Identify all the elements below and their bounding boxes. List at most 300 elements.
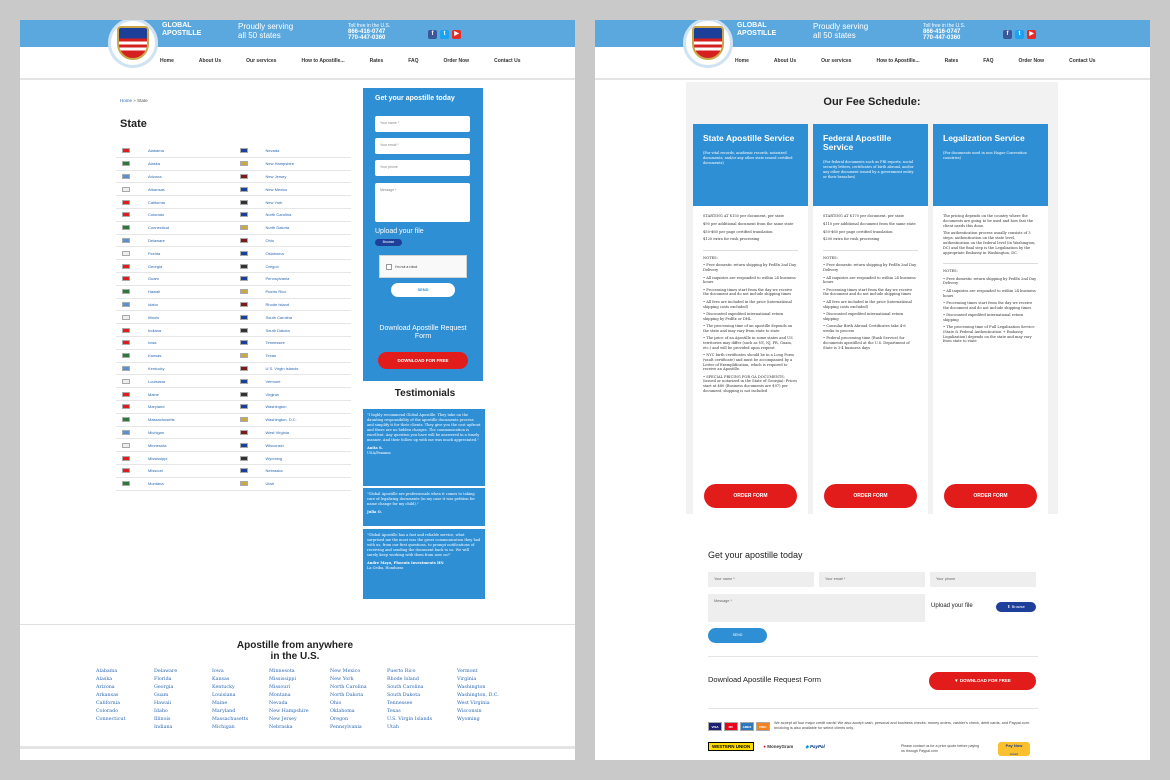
phone-input[interactable]: Your phone [930,572,1036,587]
state-row [116,183,351,196]
footer-state-link[interactable]: Georgia [154,685,174,690]
state-flag-icon [240,302,248,307]
state-link[interactable]: Hawaii [148,289,161,295]
browse-button[interactable]: Browse [375,239,402,246]
phone-block [923,23,993,41]
phone-local[interactable]: 770-447-0360 [348,35,386,41]
state-row [116,311,351,324]
state-flag-icon [240,315,248,320]
footer-state-link[interactable]: Arizona [96,685,115,690]
state-flag-icon [122,443,130,448]
facebook-icon[interactable]: f [428,30,437,39]
state-link[interactable]: Ohio [265,237,274,243]
browse-button[interactable] [996,602,1036,612]
footer-state-link[interactable]: Utah [387,725,399,730]
footer-state-link[interactable]: Indiana [154,725,173,730]
state-link[interactable]: Oklahoma [265,250,284,256]
footer-state-link[interactable]: South Carolina [387,685,424,690]
fee-note-text: All fees are included in the price (international shipping costs excluded) [823,299,912,309]
fee-note: • Processing times start from the day we receive the document and do not include shipping times [823,287,913,297]
footer-state-link[interactable]: New Mexico [330,669,361,674]
state-link[interactable]: Kentucky [148,365,165,371]
fee-note: • Discounted expedited international return shipping [943,312,1024,322]
footer-state-link[interactable]: Washington [457,685,486,690]
footer-state-link[interactable]: Massachusetts [212,717,249,722]
state-link[interactable]: New Mexico [265,186,288,192]
moneygram-label: MoneyGram [767,744,794,749]
footer-state-link[interactable]: Mississippi [269,677,297,682]
state-row [116,375,351,388]
fee-note-text: Free domestic return shipping by FedEx 2nd Day Delivery [823,263,917,273]
captcha-checkbox[interactable] [386,264,392,270]
footer-state-link[interactable]: Arkansas [96,693,119,698]
footer-state-link[interactable]: Puerto Rico [387,669,416,674]
state-link[interactable]: Delaware [148,237,165,243]
order-form-button[interactable]: ORDER FORM [704,484,797,508]
state-link[interactable]: Wyoming [265,455,283,461]
state-cell [234,379,352,384]
fee-note-text: All inquiries are responded to within 24 business hours [823,275,916,285]
state-cell [234,200,352,205]
state-cell [116,468,234,473]
fee-card-title: Federal Apostille Service [823,133,892,152]
phone-tollfree[interactable]: 866-416-0747 [923,29,961,35]
state-cell [234,251,352,256]
state-link[interactable]: Indiana [148,327,162,333]
name-input[interactable]: Your name * [375,116,470,132]
captcha-widget[interactable] [379,255,467,278]
testimonial-text: "I highly recommend Global Apostille. They take on the daunting responsibility of the apostille documents process and simplify it for their clients. They give you the cost upfront and there are no hidden charges. The communication is excellent. Any question you have will be answered in a timely manner. And their follow up with me was much appreciated." [367,413,481,442]
footer-state-link[interactable]: Delaware [154,669,178,674]
footer-state-link[interactable]: Tennessee [387,701,413,706]
footer-state-link[interactable]: Michigan [212,725,235,730]
footer-state-link[interactable]: Vermont [457,669,478,674]
fee-price-line: $90 per additional document from the same state [703,221,794,226]
phone-input[interactable]: Your phone [375,160,470,176]
testimonial-card [363,529,485,599]
fee-price-line: STARTING AT $170 per document, per state [823,214,905,218]
fee-note: • Processing times start from the day we receive the document and do not include shipping times [703,287,793,297]
footer-state-link[interactable]: Illinois [154,717,171,722]
state-row [116,324,351,337]
fee-notes [823,250,918,350]
youtube-icon[interactable]: ▶ [1027,30,1036,39]
state-link[interactable]: Illinois [148,314,160,320]
state-link[interactable]: New Jersey [265,173,287,179]
state-row [116,171,351,184]
state-cell [116,404,234,409]
brand-name[interactable] [737,22,787,38]
state-flag-icon [122,187,130,192]
fee-note: • Consular Birth Abroad Certificates take 4-6 weeks to process [823,323,906,333]
paynow-button[interactable] [998,742,1030,756]
state-link[interactable]: Virginia [265,391,279,397]
download-button[interactable]: DOWNLOAD FOR FREE [378,352,468,369]
state-flag-icon [240,161,248,166]
state-flag-icon [122,276,130,281]
state-cell [234,264,352,269]
state-cell [116,148,234,153]
state-row [116,478,351,491]
serving-line1: Proudly serving [813,22,869,31]
fee-note-text: All inquiries are responded to within 24 business hours [703,275,796,285]
state-link[interactable]: Alabama [148,148,164,154]
paypal-note: Please contact us for a price quote before paying us through Paypal.com [901,744,980,753]
state-cell [116,276,234,281]
browse-label: Browse [1011,604,1025,609]
fee-note: • All inquiries are responded to within 24 business hours [703,275,796,285]
youtube-icon[interactable]: ▶ [452,30,461,39]
twitter-icon[interactable]: t [1015,30,1024,39]
state-cell [234,481,352,486]
fee-note: • Free domestic return shipping by FedEx 2nd Day Delivery [943,276,1037,286]
tollfree-label: Toll free in the U.S. [923,23,966,29]
state-link[interactable]: Montana [148,481,164,487]
state-link[interactable]: U.S. Virgin Islands [265,365,299,371]
footer-state-link[interactable]: Kentucky [212,685,235,690]
fee-price-line: $50-$60 per page certified translation [703,229,773,234]
breadcrumb-separator: » [133,98,136,103]
fee-note-text: SPECIAL PRICING FOR GA DOCUMENTS: (issued or notarized in the State of Georgia): Prices start at $80 (Business documents are $97) per document, shipping is not included [703,374,798,394]
state-link[interactable]: Nevada [265,148,280,154]
footer-state-link[interactable]: West Virginia [457,701,490,706]
email-input[interactable]: Your email * [819,572,925,587]
phone-block [348,23,418,41]
message-input[interactable]: Message * [375,183,470,222]
footer-state-link[interactable]: Iowa [212,669,224,674]
footer-state-link[interactable]: Alaska [96,677,113,682]
serving-line2: all 50 states [813,31,856,40]
footer-state-link[interactable]: Alabama [96,669,118,674]
footer-state-link[interactable]: Ohio [330,701,342,706]
state-flag-icon [122,456,130,461]
state-link[interactable]: Michigan [148,429,165,435]
state-flag-icon [240,353,248,358]
footer-state-link[interactable]: Pennsylvania [330,725,362,730]
footer-state-link[interactable]: Washington, D.C. [457,693,499,698]
footer-state-link[interactable]: Colorado [96,709,119,714]
footer-state-link[interactable]: Wyoming [457,717,480,722]
state-row [116,350,351,363]
nav-about[interactable]: About Us [198,58,222,64]
testimonial-author: Anita S. [367,446,383,450]
footer-state-link[interactable]: North Dakota [330,693,364,698]
breadcrumb-current: State [137,98,148,103]
nav-about[interactable]: About Us [773,58,797,64]
notes-label: NOTES: [703,256,718,261]
nav-contact[interactable]: Contact Us [494,58,521,64]
nav-rates[interactable]: Rates [944,58,959,64]
state-link[interactable]: Tennessee [265,340,285,346]
state-link[interactable]: Vermont [265,378,281,384]
state-cell [234,417,352,422]
captcha-label: I'm not a robot [395,264,418,269]
footer-state-link[interactable]: Missouri [269,685,291,690]
state-flag-icon [240,404,248,409]
state-flag-icon [240,340,248,345]
testimonial-text: "Global Apostille has a fast and reliable service, what surprised me the most was the great communication they had with us, from our first questions, to prompt notifications of receiving and sending the document back to us. We will surely keep working with them from now on!" [367,533,481,557]
footer-state-link[interactable]: New Jersey [269,717,297,722]
nav-services[interactable]: Our services [246,58,277,64]
state-link[interactable]: Oregon [265,263,279,269]
fee-schedule-title: Our Fee Schedule: [823,96,921,108]
state-cell [234,212,352,217]
fee-note-text: Free domestic return shipping by FedEx 2nd Day Delivery [703,263,797,273]
state-flag-icon [240,456,248,461]
fee-note: • SPECIAL PRICING FOR GA DOCUMENTS: (issued or notarized in the State of Georgia): Prices start at $80 (Business documents are $97) per document, shipping is not included [703,374,798,394]
state-link[interactable]: Pennsylvania [265,276,290,282]
state-flag-icon [122,315,130,320]
paypal-label: PayPal [809,743,825,749]
state-cell [116,315,234,320]
footer-state-link[interactable]: North Carolina [330,685,367,690]
social-links [1003,30,1036,39]
footer-state-link[interactable]: Kansas [212,677,230,682]
fee-card-header [933,124,1048,206]
fee-card-title: State Apostille Service [703,133,795,143]
state-flag-icon [122,302,130,307]
state-link[interactable]: Georgia [148,263,163,269]
footer-state-link[interactable]: Connecticut [96,717,126,722]
email-input[interactable]: Your email * [375,138,470,154]
footer-state-link[interactable]: Nebraska [269,725,293,730]
breadcrumb-home[interactable]: Home [120,98,133,103]
state-row [116,145,351,158]
state-link[interactable]: New York [265,199,283,205]
state-cell [116,251,234,256]
state-cell [234,174,352,179]
state-link[interactable]: Louisiana [148,378,166,384]
footer-state-link[interactable]: Wisconsin [457,709,482,714]
order-form-button[interactable]: ORDER FORM [944,484,1037,508]
state-cell [116,366,234,371]
footer-state-link[interactable]: U.S. Virgin Islands [387,717,433,722]
state-flag-icon [122,404,130,409]
message-input[interactable]: Message * [708,594,925,622]
download-form-title: Download Apostille Request Form [379,325,467,340]
download-form-title: Download Apostille Request Form [708,675,821,684]
fee-note: • Free domestic return shipping by FedEx 2nd Day Delivery [703,263,797,273]
nav-rates[interactable]: Rates [369,58,384,64]
nav-order[interactable]: Order Now [443,58,470,64]
state-cell [116,417,234,422]
state-cell [234,238,352,243]
state-link[interactable]: West Virginia [265,429,289,435]
paynow-label: Pay Now [1005,743,1023,748]
state-cell [234,161,352,166]
fee-note-text: Discounted expedited international return shipping by FedEx or DHL [703,311,784,321]
accepted-cards [708,722,770,731]
nav-home[interactable]: Home [735,58,749,64]
state-link[interactable]: Iowa [148,340,157,346]
nav-contact[interactable]: Contact Us [1069,58,1096,64]
state-row [116,158,351,171]
state-link[interactable]: Colorado [148,212,165,218]
state-flag-icon [122,148,130,153]
notes-label: NOTES: [823,256,838,261]
state-link[interactable]: South Carolina [265,314,292,320]
footer-state-link[interactable]: Louisiana [212,693,236,698]
state-cell [234,302,352,307]
state-link[interactable]: Mississippi [148,455,168,461]
footer-state-column [212,668,269,732]
state-link[interactable]: Maine [148,391,159,397]
nav-order[interactable]: Order Now [1018,58,1045,64]
footer-state-link[interactable]: Montana [269,693,291,698]
state-cell [234,225,352,230]
state-link[interactable]: North Carolina [265,212,292,218]
download-button[interactable] [929,672,1036,690]
nav-how-to[interactable]: How to Apostille... [301,58,345,64]
fee-notes [703,250,798,394]
fee-card [933,124,1048,514]
footer-state-link[interactable]: Hawaii [154,701,172,706]
state-cell [116,289,234,294]
state-flag-icon [240,251,248,256]
state-link[interactable]: Arizona [148,173,162,179]
nav-how-to[interactable]: How to Apostille... [876,58,920,64]
state-flag-icon [122,264,130,269]
footer-state-link[interactable]: Texas [387,709,401,714]
footer-state-column [387,668,457,732]
footer-state-link[interactable]: California [96,701,121,706]
state-link[interactable]: Guam [148,276,159,282]
state-flag-icon [240,468,248,473]
nav-faq[interactable]: FAQ [408,58,419,64]
state-link[interactable]: California [148,199,165,205]
fee-note: • Free domestic return shipping by FedEx 2nd Day Delivery [823,263,917,273]
sidebar-title: Get your apostille today [375,95,455,102]
footer-state-link[interactable]: Nevada [269,701,288,706]
footer-state-link[interactable]: South Dakota [387,693,421,698]
fee-card [693,124,808,514]
fee-note: • The processing time of Full Legalization Service (State & Federal Authentication + Embassy Legalization) depends on the state and may vary from state to state [943,325,1035,344]
phone-local[interactable]: 770-447-0360 [923,35,961,41]
state-cell [116,187,234,192]
state-link[interactable]: Minnesota [148,442,167,448]
site-logo[interactable] [108,20,158,68]
state-link[interactable]: Massachusetts [148,417,175,423]
state-link[interactable]: Florida [148,250,161,256]
footer-state-link[interactable]: Minnesota [269,669,295,674]
phone-tollfree[interactable]: 866-416-0747 [348,29,386,35]
fee-card-subtitle: (For federal documents such as FBI reports, social security letters, certificates of birth abroad, and/or any other document issued by a government entity or their branches) [823,160,914,179]
footer-state-link[interactable]: New Hampshire [269,709,309,714]
state-link[interactable]: North Dakota [265,225,290,231]
footer-state-link[interactable]: Maryland [212,709,236,714]
footer-state-link[interactable]: Florida [154,677,172,682]
state-link[interactable]: Washington [265,404,287,410]
state-cell [116,161,234,166]
brand-name[interactable] [162,22,212,38]
send-button[interactable]: SEND [391,283,455,297]
state-link[interactable]: New Hampshire [265,161,294,167]
state-flag-icon [240,212,248,217]
state-link[interactable]: Puerto Rico [265,289,287,295]
state-link[interactable]: Rhode Island [265,301,290,307]
fee-page [595,20,1150,760]
state-link[interactable]: Texas [265,353,276,359]
upload-label: Upload your file [931,603,973,609]
fee-note-text: Discounted expedited international return shipping [943,312,1024,322]
section-divider [708,708,1038,709]
state-link[interactable]: Kansas [148,353,162,359]
nav-services[interactable]: Our services [821,58,852,64]
footer-state-column [96,668,154,732]
state-page [20,20,575,760]
section-divider [708,656,1038,657]
state-row [116,196,351,209]
state-link[interactable]: Idaho [148,301,159,307]
fee-card-body [933,206,1048,355]
footer-title-line2: in the U.S. [270,651,320,662]
fee-note-text: All fees are included in the price (international shipping costs excluded) [703,299,792,309]
mastercard-icon: MC [724,722,738,731]
footer-state-link[interactable]: Maine [212,701,228,706]
footer-state-link[interactable]: Rhode Island [387,677,419,682]
nav-faq[interactable]: FAQ [983,58,994,64]
state-cell [116,456,234,461]
fee-note-text: Federal processing time (Rush Service) for documents apostilled at the U.S. Department of State is 3-4 business days [823,336,910,350]
state-link[interactable]: Maryland [148,404,165,410]
state-flag-icon [122,251,130,256]
state-cell [234,366,352,371]
state-row [116,439,351,452]
state-link[interactable]: Missouri [148,468,163,474]
state-link[interactable]: Wisconsin [265,442,284,448]
state-link[interactable]: South Dakota [265,327,290,333]
state-link[interactable]: Connecticut [148,225,170,231]
state-link[interactable]: Arkansas [148,186,165,192]
name-input[interactable]: Your name * [708,572,814,587]
state-flag-icon [240,289,248,294]
state-link[interactable]: Nebraska [265,468,283,474]
contact-form-title: Get your apostille today [708,550,803,560]
footer-state-link[interactable]: Oklahoma [330,709,355,714]
fee-note: • All fees are included in the price (international shipping costs excluded) [823,299,912,309]
footer-state-link[interactable]: Oregon [330,717,349,722]
state-flag-icon [240,417,248,422]
nav-home[interactable]: Home [160,58,174,64]
twitter-icon[interactable]: t [440,30,449,39]
site-logo[interactable] [683,20,733,68]
state-link[interactable]: Alaska [148,161,161,167]
send-button[interactable]: SEND [708,628,767,643]
notes-label: NOTES: [943,269,958,274]
state-flag-icon [122,289,130,294]
state-flag-icon [122,430,130,435]
fee-note-text: The processing time of Full Legalization Service (State & Federal Authentication + Embassy Legalization) depends on the state and may vary from state to state [943,325,1035,344]
facebook-icon[interactable]: f [1003,30,1012,39]
footer-state-link[interactable]: Virginia [457,677,477,682]
fee-card-body [813,206,928,361]
state-link[interactable]: Utah [265,481,274,487]
tollfree-label: Toll free in the U.S. [348,23,391,29]
state-link[interactable]: Washington, D.C. [265,417,297,423]
footer-state-link[interactable]: Idaho [154,709,168,714]
header-divider [20,78,575,80]
order-form-button[interactable]: ORDER FORM [824,484,917,508]
footer-state-link[interactable]: Guam [154,693,169,698]
fee-note-text: Processing times start from the day we receive the document and do not include shipping times [943,300,1033,310]
download-label: DOWNLOAD FOR FREE [959,678,1011,683]
state-flag-icon [122,328,130,333]
payment-logos [708,742,828,751]
state-flag-icon [122,379,130,384]
western-union-logo: WESTERN UNION [708,742,754,751]
footer-title-line1: Apostille from anywhere [236,640,354,651]
footer-state-link[interactable]: New York [330,677,354,682]
